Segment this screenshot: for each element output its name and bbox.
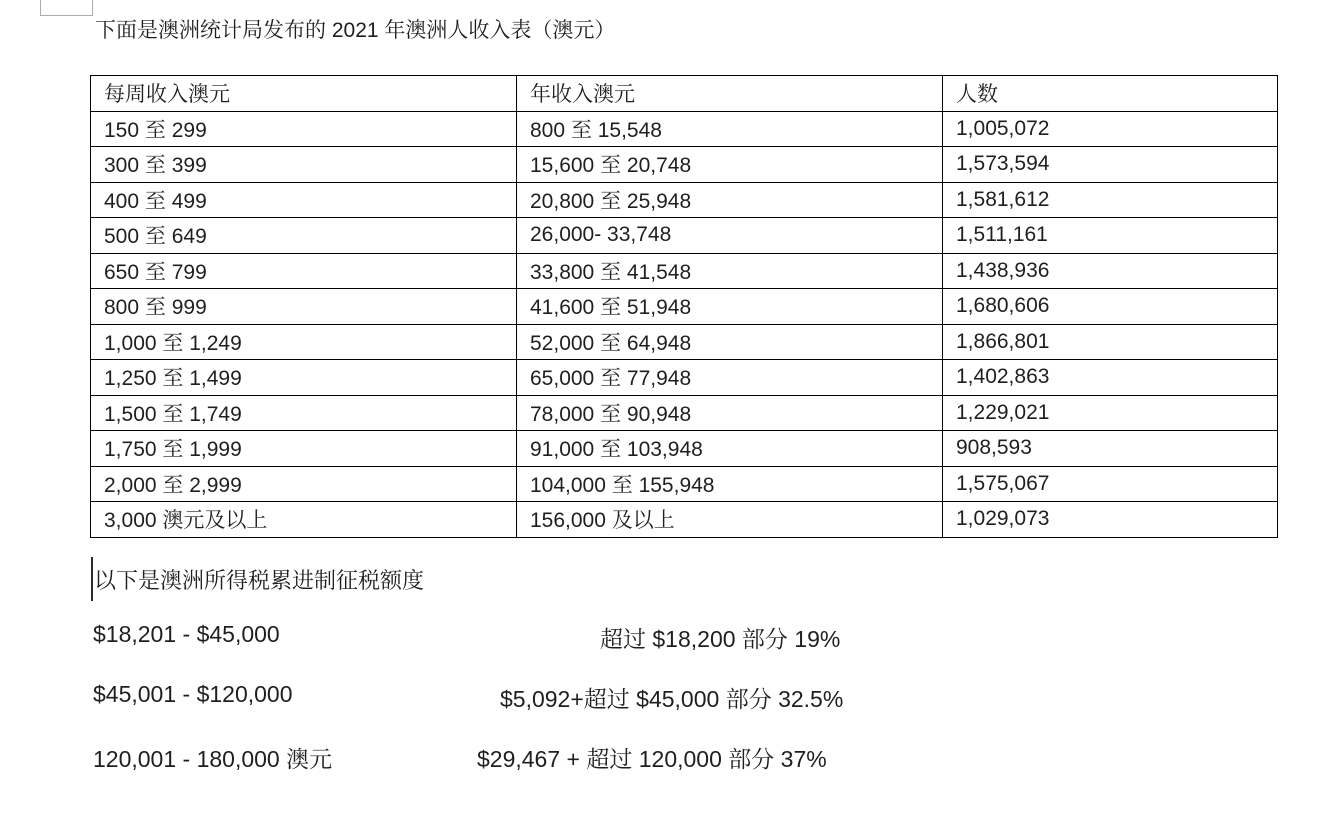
cell-annual: 156,000 及以上 (517, 502, 943, 538)
table-row (91, 253, 1278, 289)
cell-people: 1,866,801 (943, 324, 1278, 360)
cell-annual: 65,000 至 77,948 (517, 360, 943, 396)
cell-annual: 33,800 至 41,548 (517, 253, 943, 289)
cell-weekly: 1,500 至 1,749 (91, 395, 517, 431)
table-row (91, 466, 1278, 502)
cell-weekly: 300 至 399 (91, 147, 517, 183)
cell-weekly: 400 至 499 (91, 182, 517, 218)
cell-annual: 104,000 至 155,948 (517, 466, 943, 502)
table-row (91, 502, 1278, 538)
tax-bracket-range: $18,201 - $45,000 (93, 621, 280, 647)
text-cursor-caret (91, 557, 93, 601)
cell-annual: 41,600 至 51,948 (517, 289, 943, 325)
cell-weekly: 1,000 至 1,249 (91, 324, 517, 360)
page-corner-marker (40, 0, 93, 16)
cell-weekly: 1,250 至 1,499 (91, 360, 517, 396)
table-row (91, 431, 1278, 467)
cell-people: 1,573,594 (943, 147, 1278, 183)
document-title: 下面是澳洲统计局发布的 2021 年澳洲人收入表（澳元） (95, 19, 616, 42)
cell-annual: 800 至 15,548 (517, 111, 943, 147)
cell-people: 1,229,021 (943, 395, 1278, 431)
cell-people: 1,680,606 (943, 289, 1278, 325)
cell-weekly: 150 至 299 (91, 111, 517, 147)
cell-annual: 26,000- 33,748 (517, 218, 943, 254)
cell-annual: 15,600 至 20,748 (517, 147, 943, 183)
cell-annual: 52,000 至 64,948 (517, 324, 943, 360)
cell-annual: 20,800 至 25,948 (517, 182, 943, 218)
tax-bracket-line (0, 621, 1337, 651)
cell-people: 1,402,863 (943, 360, 1278, 396)
cell-people: 1,005,072 (943, 111, 1278, 147)
tax-bracket-range: 120,001 - 180,000 澳元 (93, 746, 333, 772)
cell-people: 1,575,067 (943, 466, 1278, 502)
table-row (91, 147, 1278, 183)
table-row (91, 218, 1278, 254)
cell-weekly: 3,000 澳元及以上 (91, 502, 517, 538)
header-people-count: 人数 (943, 76, 1278, 112)
tax-section-heading: 以下是澳洲所得税累进制征税额度 (94, 568, 425, 593)
header-weekly-income: 每周收入澳元 (91, 76, 517, 112)
income-table (90, 75, 1278, 538)
tax-bracket-line (0, 741, 1337, 771)
cell-weekly: 1,750 至 1,999 (91, 431, 517, 467)
cell-weekly: 2,000 至 2,999 (91, 466, 517, 502)
cell-people: 1,438,936 (943, 253, 1278, 289)
tax-bracket-formula: $5,092+超过 $45,000 部分 32.5% (500, 686, 844, 712)
tax-bracket-formula: $29,467 + 超过 120,000 部分 37% (477, 746, 827, 772)
table-row (91, 182, 1278, 218)
table-row (91, 395, 1278, 431)
cell-annual: 78,000 至 90,948 (517, 395, 943, 431)
cell-annual: 91,000 至 103,948 (517, 431, 943, 467)
table-row (91, 111, 1278, 147)
table-row (91, 360, 1278, 396)
cell-weekly: 650 至 799 (91, 253, 517, 289)
income-table-header-row (91, 76, 1278, 112)
cell-people: 1,511,161 (943, 218, 1278, 254)
cell-people: 1,029,073 (943, 502, 1278, 538)
cell-weekly: 500 至 649 (91, 218, 517, 254)
tax-bracket-range: $45,001 - $120,000 (93, 681, 293, 707)
table-row (91, 324, 1278, 360)
table-row (91, 289, 1278, 325)
cell-weekly: 800 至 999 (91, 289, 517, 325)
cell-people: 908,593 (943, 431, 1278, 467)
cell-people: 1,581,612 (943, 182, 1278, 218)
tax-bracket-formula: 超过 $18,200 部分 19% (600, 626, 841, 652)
header-annual-income: 年收入澳元 (517, 76, 943, 112)
tax-bracket-line (0, 681, 1337, 711)
